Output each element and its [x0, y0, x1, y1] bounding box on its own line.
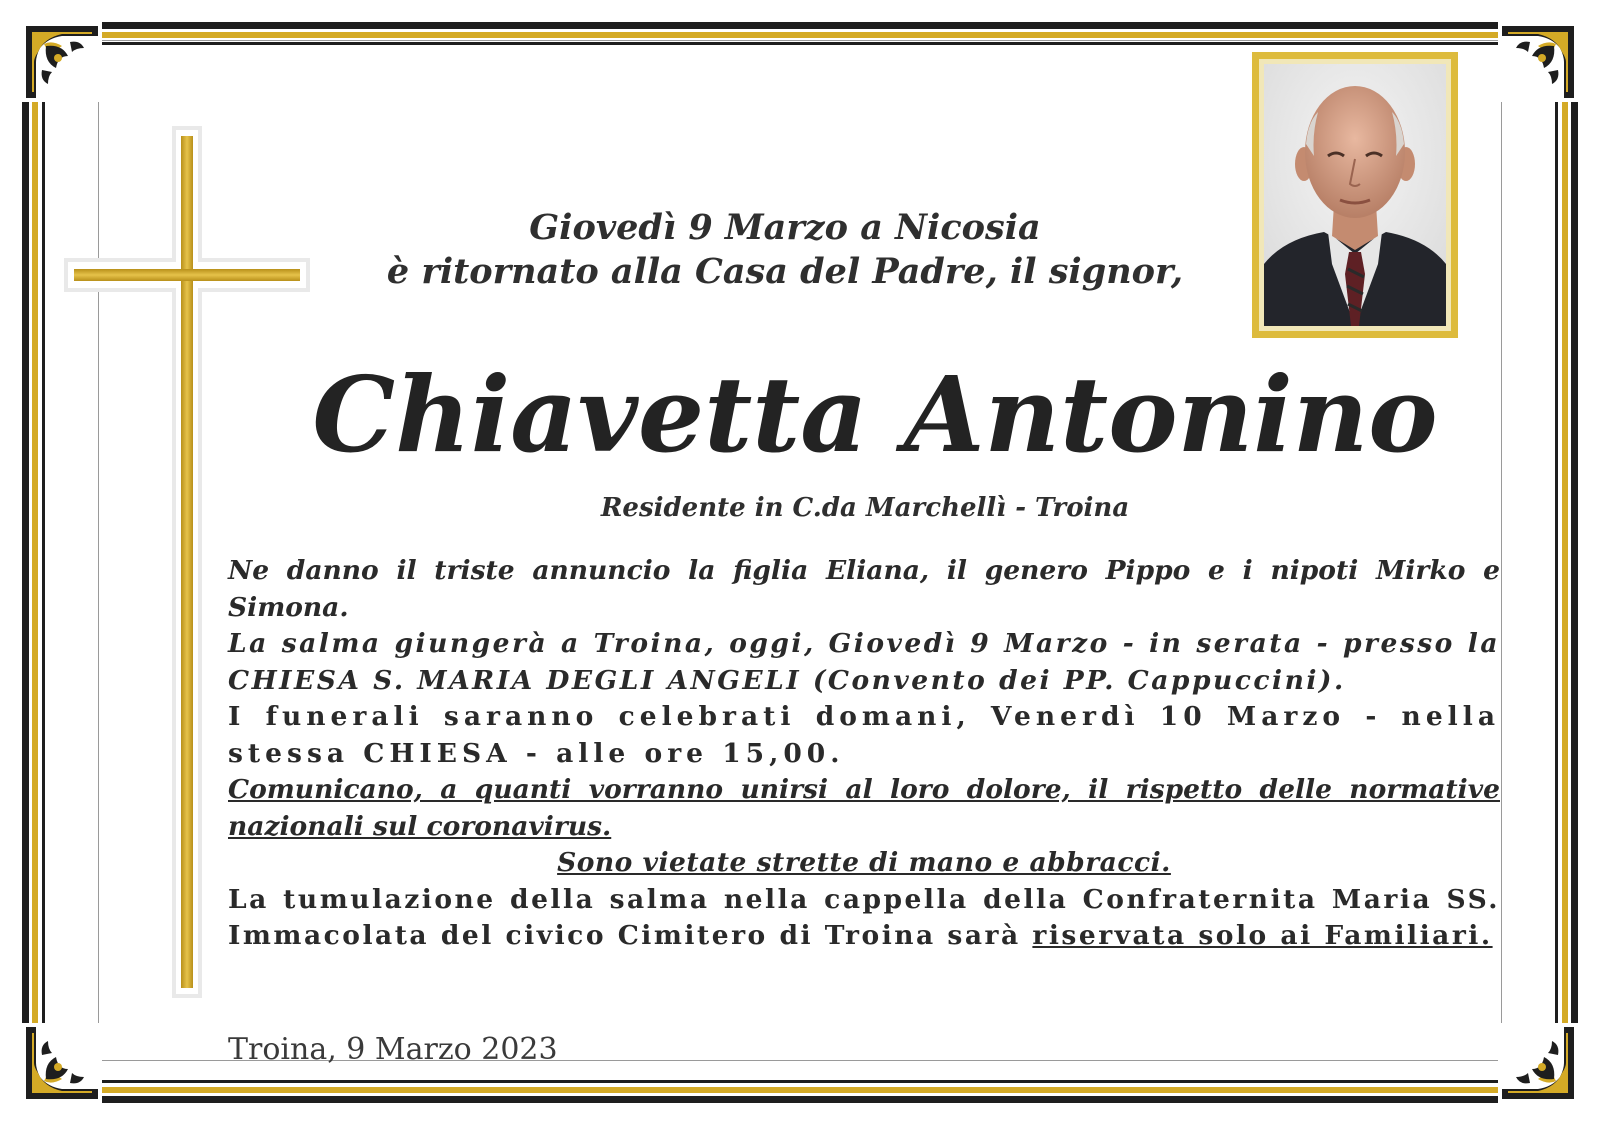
- corner-ornament-icon: [22, 22, 102, 102]
- family-announcement: Ne danno il triste annuncio la figlia Eliana, il genero Pippo e i nipoti Mirko e Simona.: [228, 555, 1500, 623]
- burial-notice: [228, 882, 1500, 955]
- arrival-notice: La salma giungerà a Troina, oggi, Giovedì 9 Marzo - in serata - presso la CHIESA S. MARIA DEGLI ANGELI (Convento dei PP. Cappuccini).: [228, 628, 1500, 696]
- intro-line-1: Giovedì 9 Marzo a Nicosia: [529, 207, 1041, 248]
- deceased-name: Chiavetta Antonino: [312, 353, 1438, 476]
- burial-restricted-text: riservata solo ai Familiari.: [1032, 920, 1493, 951]
- residence-text: Residente in C.da Marchellì - Troina: [600, 493, 1130, 523]
- corner-ornament-icon: [1498, 1023, 1578, 1103]
- announcement-body: [228, 553, 1500, 955]
- no-contact-notice: Sono vietate strette di mano e abbracci.: [557, 847, 1171, 878]
- intro-text: [320, 206, 1250, 294]
- place-date: Troina, 9 Marzo 2023: [228, 1032, 558, 1067]
- corner-ornament-icon: [1498, 22, 1578, 102]
- funeral-notice: I funerali saranno celebrati domani, Venerdì 10 Marzo - nella stessa CHIESA - alle ore 15,00.: [228, 701, 1500, 769]
- portrait-photo: [1252, 52, 1458, 338]
- intro-line-2: è ritornato alla Casa del Padre, il signor,: [386, 251, 1184, 292]
- covid-notice: Comunicano, a quanti vorranno unirsi al loro dolore, il rispetto delle normative nazionali sul coronavirus.: [228, 774, 1500, 842]
- corner-ornament-icon: [22, 1023, 102, 1103]
- burial-text: La tumulazione della salma nella cappella della Confraternita Maria SS. Immacolata del civico Cimitero di Troina sarà: [228, 883, 1500, 951]
